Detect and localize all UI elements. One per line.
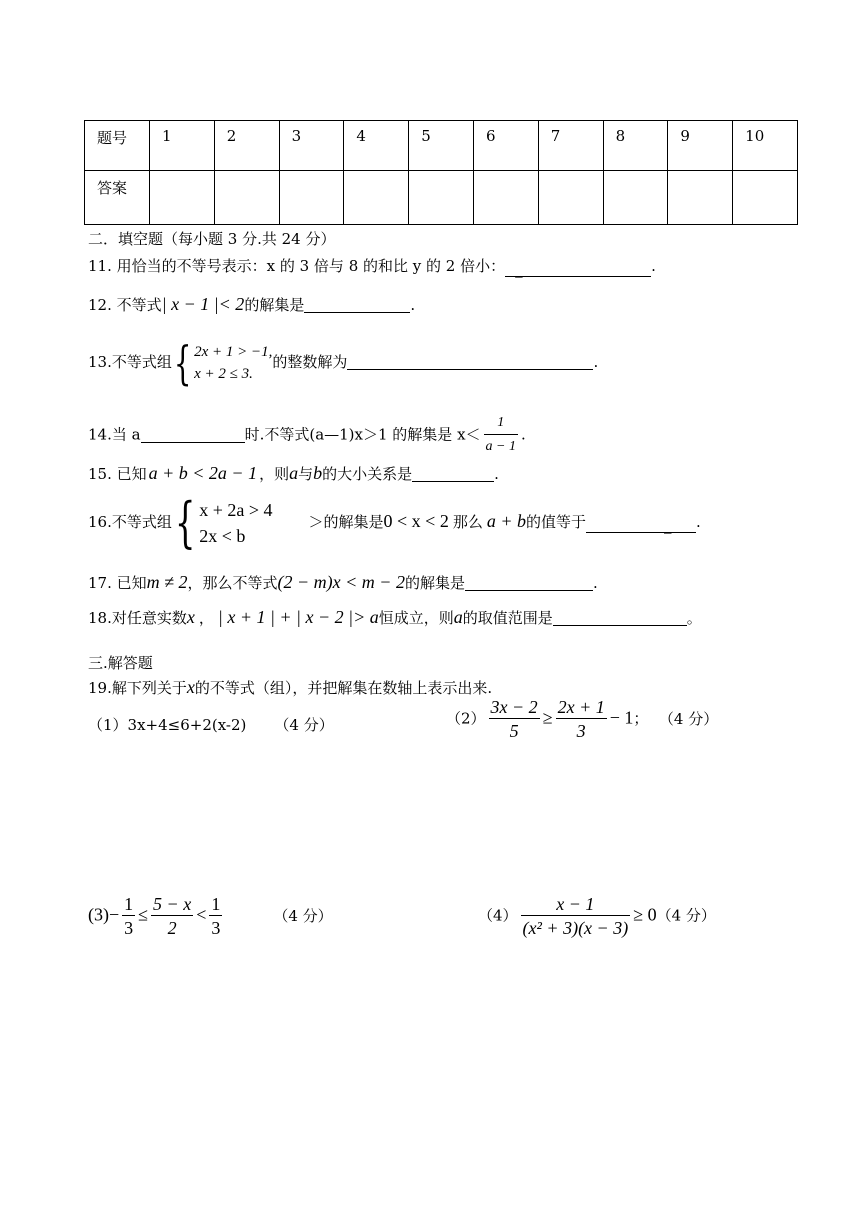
q19-part1	[88, 714, 334, 735]
q16-end: .	[696, 513, 701, 531]
q19-p4-frac-num: x − 1	[521, 893, 631, 916]
answer-cell[interactable]	[603, 171, 668, 225]
table-number-cell: 1	[150, 121, 215, 171]
answer-cell[interactable]	[538, 171, 603, 225]
q11-blank-mark: _	[515, 260, 523, 278]
q19-p3-operator1: ≤	[138, 904, 149, 925]
q12-answer-blank[interactable]	[304, 296, 410, 313]
q14-fraction	[484, 412, 518, 459]
q14-answer-blank[interactable]	[141, 426, 245, 443]
answer-cell[interactable]	[150, 171, 215, 225]
q15-middle2: 与	[298, 465, 314, 483]
q19-p3-frac2	[151, 893, 193, 940]
q13-line2: x + 2 ≤ 3.	[194, 366, 253, 382]
q19-part3	[88, 893, 333, 940]
q19-p3-frac1-num: 1	[124, 894, 134, 914]
table-header-label: 题号	[85, 121, 150, 171]
q17-expression1: m ≠ 2	[146, 572, 188, 592]
table-number-cell: 9	[668, 121, 733, 171]
q12-end: .	[410, 296, 416, 314]
answer-table	[84, 120, 798, 225]
q13-answer-blank[interactable]	[347, 353, 593, 370]
q15-suffix: 的大小关系是	[322, 465, 413, 483]
q19-p2-frac1	[489, 696, 540, 743]
answer-cell[interactable]	[214, 171, 279, 225]
q18-answer-blank[interactable]	[553, 609, 687, 626]
answer-cell[interactable]	[344, 171, 409, 225]
table-answer-label: 答案	[85, 171, 150, 225]
q19-part2	[446, 696, 718, 743]
q19-p2-operator: ≥	[542, 707, 553, 728]
q12-expression: | x − 1 |< 2	[161, 294, 245, 314]
q19-p2-frac2-num: 2x + 1	[557, 697, 605, 717]
section3-title: 三.解答题	[88, 654, 153, 672]
q15-end: .	[494, 465, 499, 483]
q11-end: .	[651, 257, 656, 275]
q19-p4-score: （4 分）	[656, 906, 716, 925]
q19-p3-frac3	[209, 893, 222, 940]
q18-var-x: x	[186, 607, 195, 627]
question-15	[88, 463, 499, 484]
q16-brace: {	[174, 491, 196, 554]
q16-suffix: 的值等于	[526, 513, 587, 531]
q17-end: .	[592, 574, 598, 592]
question-12	[88, 294, 415, 315]
table-number-cell: 7	[538, 121, 603, 171]
q15-var-b: b	[313, 463, 323, 483]
q19-p2-frac1-num: 3x − 2	[490, 697, 538, 717]
q16-prefix: 16.不等式组	[88, 513, 172, 531]
q19-p3-frac3-den: 3	[211, 918, 221, 938]
q16-middle1: ＞的解集是	[308, 513, 384, 531]
q13-suffix: 的整数解为	[272, 353, 348, 371]
q14-frac-den: a − 1	[485, 439, 516, 454]
table-header-row	[85, 121, 798, 171]
answer-cell[interactable]	[668, 171, 733, 225]
answer-cell[interactable]	[279, 171, 344, 225]
q13-line1: 2x + 1 > −1,	[194, 344, 273, 360]
q15-expression: a + b < 2a − 1	[148, 463, 258, 483]
table-number-cell: 8	[603, 121, 668, 171]
q19-p4-label: （4）	[478, 906, 518, 925]
q13-system	[194, 341, 272, 385]
q19-p2-score: （4 分）	[666, 709, 719, 728]
question-18	[88, 607, 702, 628]
q19-p3-frac2-den: 2	[167, 918, 177, 938]
q12-suffix: 的解集是	[244, 296, 305, 314]
answer-cell[interactable]	[473, 171, 538, 225]
question-19	[88, 677, 492, 698]
q19-p4-operator: ≥ 0	[633, 904, 657, 925]
q19-prefix: 19.解下列关于	[88, 679, 187, 697]
q19-p3-minus: −	[109, 904, 120, 925]
q19-p2-semicolon: ；	[633, 709, 649, 728]
q19-p3-frac3-num: 1	[211, 894, 221, 914]
q19-var-x: x	[186, 677, 195, 697]
q19-p3-label: (3)	[88, 904, 109, 925]
q11-answer-blank[interactable]	[505, 260, 651, 277]
q19-part4	[478, 893, 716, 940]
question-11	[88, 255, 656, 277]
q14-prefix: 14.当 a	[88, 425, 141, 444]
q17-middle: ，那么不等式	[187, 574, 278, 592]
q16-expression2: a + b	[486, 511, 527, 531]
table-number-cell: 2	[214, 121, 279, 171]
table-answer-row	[85, 171, 798, 225]
q16-system	[199, 497, 272, 549]
q15-middle1: ，则	[259, 465, 290, 483]
table-number-cell: 6	[473, 121, 538, 171]
q19-p3-frac1-den: 3	[124, 918, 134, 938]
table-number-cell: 3	[279, 121, 344, 171]
q19-p3-frac2-num: 5 − x	[153, 894, 192, 914]
q15-prefix: 15. 已知	[88, 465, 147, 483]
q13-end: .	[593, 353, 599, 371]
q19-p3-operator2: <	[196, 904, 207, 925]
q18-end: 。	[686, 609, 702, 627]
q14-middle: 时.不等式(a—1)x＞1 的解集是 x＜	[244, 425, 481, 444]
q15-answer-blank[interactable]	[412, 465, 494, 482]
answer-cell[interactable]	[409, 171, 474, 225]
table-number-cell: 4	[344, 121, 409, 171]
q19-p2-frac2	[556, 696, 607, 743]
q17-suffix: 的解集是	[404, 574, 465, 592]
q18-expression: | x + 1 | + | x − 2 |> a	[217, 607, 379, 627]
q18-suffix: 的取值范围是	[462, 609, 553, 627]
q18-middle: 恒成立，则	[378, 609, 454, 627]
q13-brace: {	[173, 336, 192, 390]
q16-answer-blank[interactable]	[586, 516, 696, 533]
q19-suffix: 的不等式（组），并把解集在数轴上表示出来.	[194, 679, 493, 697]
table-number-cell: 5	[409, 121, 474, 171]
q11-text: 11. 用恰当的不等号表示：x 的 3 倍与 8 的和比 y 的 2 倍小：	[88, 257, 506, 275]
q17-expression2: (2 − m)x < m − 2	[277, 572, 405, 592]
q18-var-a: a	[453, 607, 463, 627]
section2-title: 二．填空题（每小题 3 分.共 24 分）	[88, 230, 336, 248]
question-14	[88, 412, 526, 459]
q18-separator: ，	[198, 609, 214, 627]
q19-p3-frac1	[122, 893, 135, 940]
q19-p2-label: （2）	[446, 709, 486, 728]
q19-p1-score: （4 分）	[274, 716, 334, 734]
question-17	[88, 572, 598, 593]
q16-blank-mark: _	[664, 516, 672, 534]
question-13	[88, 336, 599, 390]
q16-line1: x + 2a > 4	[199, 500, 273, 520]
q16-expression1: 0 < x < 2	[383, 511, 449, 531]
q16-middle2: 那么	[452, 513, 483, 531]
question-16	[88, 491, 701, 554]
q16-line2: 2x < b	[199, 526, 246, 546]
q19-p2-frac1-den: 5	[509, 721, 519, 741]
q17-prefix: 17. 已知	[88, 574, 147, 592]
q14-end: .	[521, 425, 526, 444]
q13-prefix: 13.不等式组	[88, 353, 172, 371]
q19-p4-fraction	[521, 893, 631, 940]
q17-answer-blank[interactable]	[465, 574, 593, 591]
q12-prefix: 12. 不等式	[88, 296, 162, 314]
q19-p4-frac-den: (x² + 3)(x − 3)	[522, 918, 629, 938]
q19-p2-frac2-den: 3	[576, 721, 586, 741]
q19-p2-tail: − 1	[609, 707, 634, 728]
answer-cell[interactable]	[733, 171, 798, 225]
q14-frac-num: 1	[484, 412, 518, 435]
q18-prefix: 18.对任意实数	[88, 609, 187, 627]
q15-var-a: a	[289, 463, 299, 483]
q19-p1-label: （1）3x+4≤6+2(x-2)	[88, 716, 247, 734]
table-number-cell: 10	[733, 121, 798, 171]
q19-p3-score: （4 分）	[273, 906, 333, 925]
